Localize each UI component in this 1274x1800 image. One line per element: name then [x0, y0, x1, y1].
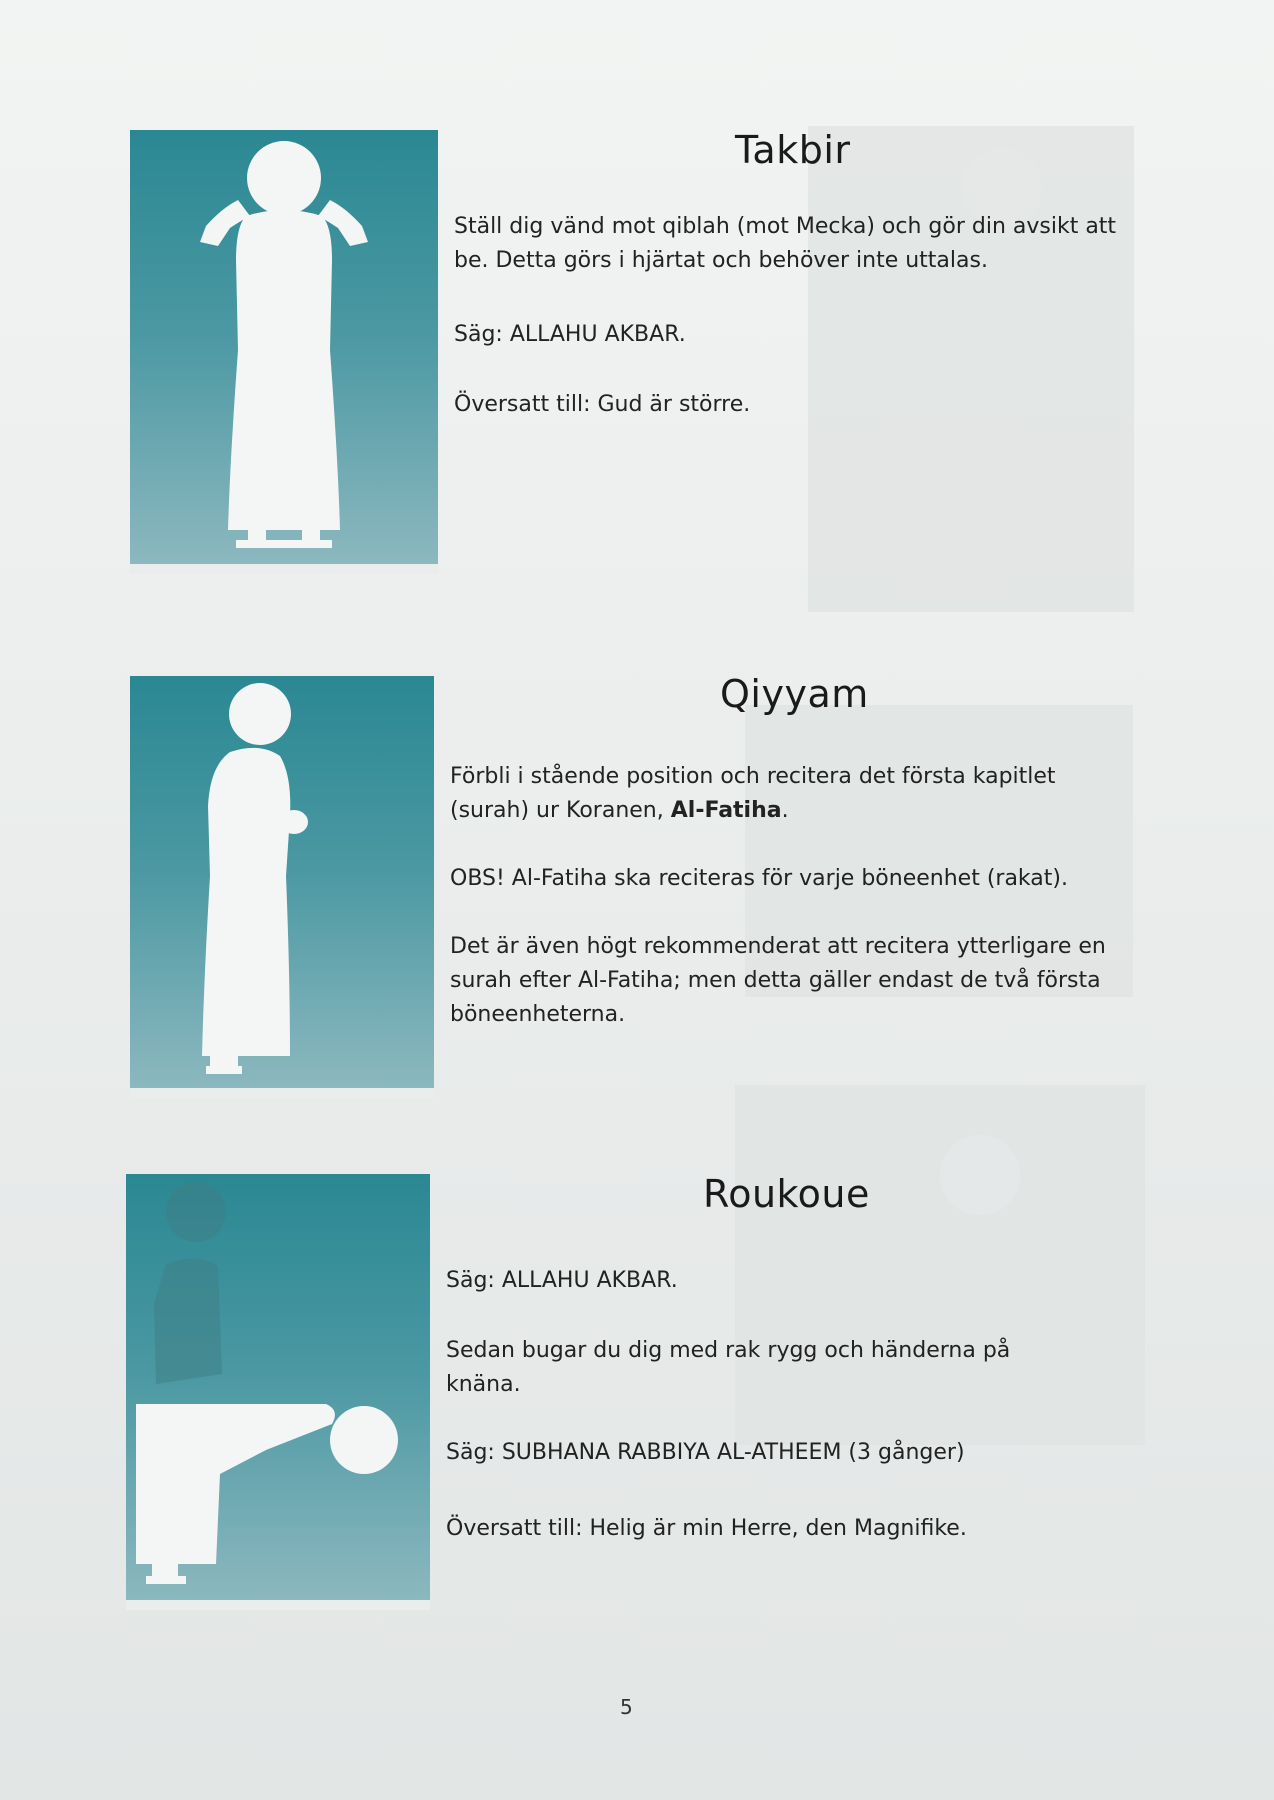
section-paragraph: Ställ dig vänd mot qiblah (mot Mecka) och gör din avsikt att be. Detta görs i hjärtat och behöver inte uttalas.: [454, 214, 1117, 273]
qiyyam-illustration: [130, 676, 434, 1098]
section-paragraph: Säg: ALLAHU AKBAR.: [446, 1268, 678, 1293]
bleed-through-head-3: [940, 1135, 1020, 1215]
section-paragraph: [450, 760, 1130, 828]
standing-hands-raised-figure-icon: [130, 130, 438, 574]
section-paragraph: Sedan bugar du dig med rak rygg och händerna på knäna.: [446, 1338, 1011, 1397]
section-title: Takbir: [735, 128, 851, 172]
page-number: 5: [620, 1695, 633, 1719]
section-title: Roukoue: [703, 1172, 870, 1216]
section-paragraph: Översatt till: Helig är min Herre, den Magnifike.: [446, 1516, 967, 1541]
section-paragraph: OBS! Al-Fatiha ska reciteras för varje böneenhet (rakat).: [450, 866, 1068, 891]
paragraph-text-end: .: [781, 798, 789, 823]
bowing-figure-icon: [126, 1174, 430, 1610]
section-paragraph: Säg: ALLAHU AKBAR.: [454, 322, 686, 347]
section-paragraph: Det är även högt rekommenderat att recitera ytterligare en surah efter Al-Fatiha; men detta gäller endast de två första böneenheterna.: [450, 934, 1106, 1027]
paragraph-text: Förbli i stående position och recitera det första kapitlet (surah) ur Koranen,: [450, 764, 1056, 823]
surah-name-bold: Al-Fatiha: [670, 798, 782, 823]
section-title: Qiyyam: [720, 672, 869, 716]
section-paragraph: Säg: SUBHANA RABBIYA AL-ATHEEM (3 gånger): [446, 1440, 965, 1465]
takbir-illustration: [130, 130, 438, 574]
section-paragraph: Översatt till: Gud är större.: [454, 392, 751, 417]
roukoue-illustration: [126, 1174, 430, 1610]
standing-hands-folded-figure-icon: [130, 676, 434, 1098]
